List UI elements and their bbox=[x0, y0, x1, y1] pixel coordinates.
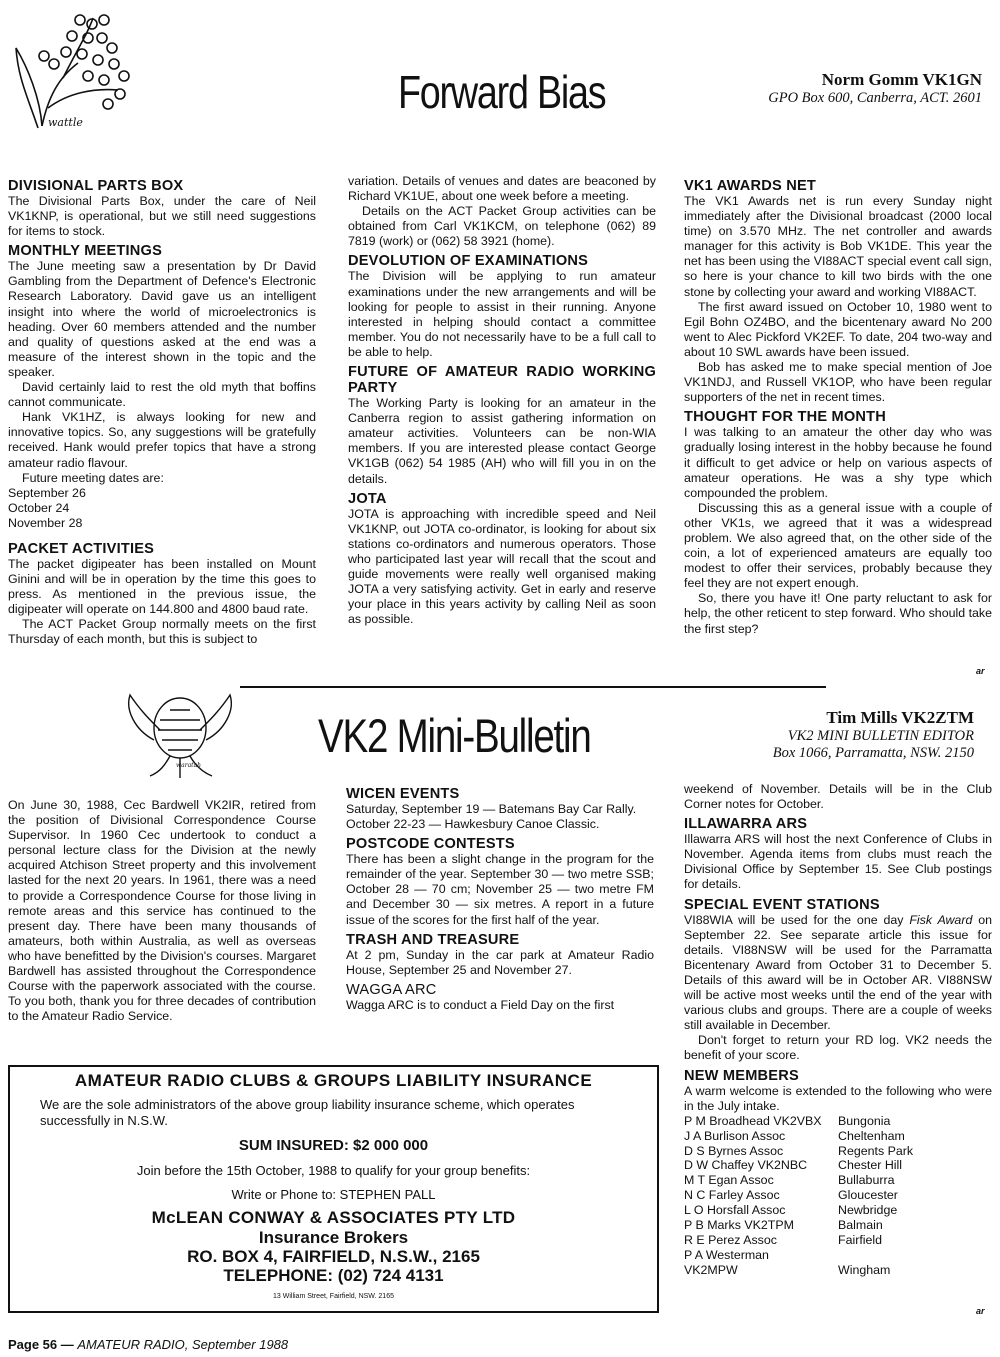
column-1 bbox=[8, 174, 316, 648]
paragraph: Don't forget to return your RD log. VK2 needs the benefit of your score. bbox=[684, 1033, 992, 1063]
author-address: Box 1066, Parramatta, NSW. 2150 bbox=[772, 745, 974, 761]
author-address: GPO Box 600, Canberra, ACT. 2601 bbox=[768, 90, 982, 106]
heading-trash-and-treasure: TRASH AND TREASURE bbox=[346, 931, 520, 948]
member-place: Bullaburra bbox=[838, 1173, 895, 1188]
members-list bbox=[684, 1114, 992, 1278]
publication-date: September 1988 bbox=[192, 1337, 289, 1352]
member-name: L O Horsfall Assoc bbox=[684, 1203, 786, 1218]
heading-illawarra-ars: ILLAWARRA ARS bbox=[684, 816, 808, 833]
paragraph bbox=[684, 913, 992, 1034]
ad-join: Join before the 15th October, 1988 to qualify for your group benefits: bbox=[136, 1163, 531, 1178]
member-name: N C Farley Assoc bbox=[684, 1188, 780, 1203]
member-place: Regents Park bbox=[838, 1143, 914, 1158]
member-place: Chester Hill bbox=[838, 1158, 903, 1173]
meeting-dates bbox=[8, 486, 316, 531]
author-block bbox=[654, 708, 974, 762]
paragraph: Saturday, September 19 — Batemans Bay Car Rally. bbox=[346, 802, 637, 816]
member-name: VK2MPW bbox=[684, 1262, 738, 1277]
paragraph: Future meeting dates are: bbox=[22, 470, 164, 485]
column-2 bbox=[346, 782, 654, 1013]
ar-end-mark: ar bbox=[976, 666, 985, 676]
author-block bbox=[662, 70, 982, 107]
member-place: Bungonia bbox=[838, 1113, 891, 1128]
paragraph: The June meeting saw a presentation by Dr David Gambling from the Department of Defence's Electronic Research Laboratory. David gave us an intelligent insight into where the world of microelectronics is heading. Over 60 members attended and the number and quality of questions asked at the end was a measure of the interest shown in the topic and the speaker. bbox=[8, 259, 316, 379]
ad-telephone: TELEPHONE: (02) 724 4131 bbox=[223, 1266, 444, 1285]
publication-name: AMATEUR RADIO, bbox=[77, 1337, 189, 1352]
section-divider bbox=[240, 686, 826, 688]
heading-devolution-of-examinations: DEVOLUTION OF EXAMINATIONS bbox=[348, 253, 589, 270]
paragraph: October 22-23 — Hawkesbury Canoe Classic. bbox=[346, 817, 600, 832]
paragraph: Discussing this as a general issue with a couple of other VK1s, we agreed that it was a widespread problem. We also agreed that, on the other side of the coin, a lot of experienced amateurs are equally too modest to offer their services, probably because they feel they are not expert enough. bbox=[684, 500, 992, 591]
column-1 bbox=[8, 798, 316, 1024]
paragraph: At 2 pm, Sunday in the car park at Amateur Radio House, September 25 and November 27. bbox=[346, 947, 654, 977]
paragraph: Illawarra ARS will host the next Conference of Clubs in November. Agenda items from clubs must reach the Divisional Office by September 15. See Club postings for details. bbox=[684, 832, 992, 892]
paragraph: David certainly laid to rest the old myth that boffins cannot communicate. bbox=[8, 380, 316, 410]
member-place bbox=[838, 1248, 992, 1263]
member-name: J A Burlison Assoc bbox=[684, 1128, 786, 1143]
member-place: Gloucester bbox=[838, 1188, 898, 1203]
paragraph: The VK1 Awards net is run every Sunday night immediately after the Divisional broadcast (2000 local time) on 3.570 MHz. The net controller and awards manager for this activity is Bob VK1DE. This year the net has been using the VI88ACT special event call sign, so here is your chance to kill two birds with the one stone by collecting your award and working VI88ACT. bbox=[684, 194, 992, 299]
paragraph: The Divisional Parts Box, under the care of Neil VK1KNP, is operational, but we still need suggestions for items to stock. bbox=[8, 194, 316, 239]
heading-jota: JOTA bbox=[348, 490, 387, 507]
paragraph: The packet digipeater has been installed on Mount Ginini and will be in operation by the time this goes to press. As mentioned in the previous issue, the digipeater will operate on 144.800 and 4800 baud rate. bbox=[8, 556, 316, 617]
list-item: November 28 bbox=[8, 515, 83, 530]
paragraph: Bob has asked me to make special mention of Joe VK1NDJ, and Russell VK1OP, who have been regular supporters of the net in recent times. bbox=[684, 360, 992, 405]
ad-company: McLEAN CONWAY & ASSOCIATES PTY LTD bbox=[151, 1208, 516, 1227]
heading-special-event-stations: SPECIAL EVENT STATIONS bbox=[684, 896, 880, 913]
member-name: R E Perez Assoc bbox=[684, 1232, 777, 1247]
column-3 bbox=[684, 174, 992, 637]
member-place: Cheltenham bbox=[838, 1128, 905, 1143]
heading-packet-activities: PACKET ACTIVITIES bbox=[8, 540, 155, 557]
paragraph: The ACT Packet Group normally meets on the first Thursday of each month, but this is subject to bbox=[8, 617, 316, 647]
paragraph: The first award issued on October 10, 1980 went to Egil Bohn OZ4BO, and the bicentenary award No 200 went to Alec Pickford VK2EF. To date, 204 two-way and about 10 SWL awards have been issued. bbox=[684, 299, 992, 359]
section-title: VK2 Mini-Bulletin bbox=[318, 709, 591, 762]
member-name: D W Chaffey VK2NBC bbox=[684, 1158, 808, 1173]
paragraph: The Working Party is looking for an amateur in the Canberra region to assist gathering information on amateur activities. Volunteers can be non-WIA members. If you are interested please contact George VK1GB (062) 54 1985 (AH) who will fill you in on the details. bbox=[348, 396, 656, 486]
list-item: September 26 bbox=[8, 485, 86, 500]
member-place: Balmain bbox=[838, 1218, 883, 1233]
page-footer bbox=[8, 1337, 288, 1352]
list-item: October 24 bbox=[8, 500, 70, 515]
ad-heading: AMATEUR RADIO CLUBS & GROUPS LIABILITY INSURANCE bbox=[74, 1071, 593, 1090]
page-number: Page 56 — bbox=[8, 1337, 74, 1352]
heading-wicen-events: WICEN EVENTS bbox=[346, 786, 460, 802]
ad-address: RO. BOX 4, FAIRFIELD, N.S.W., 2165 bbox=[187, 1247, 480, 1266]
logo-caption: wattle bbox=[48, 116, 83, 129]
ad-street-address: 13 William Street, Fairfield, NSW. 2165 bbox=[273, 1293, 394, 1300]
ar-end-mark: ar bbox=[976, 1306, 985, 1316]
text-run-italic: Fisk Award bbox=[909, 912, 973, 927]
member-name: P M Broadhead VK2VBX bbox=[684, 1113, 822, 1128]
paragraph: The Division will be applying to run amateur examinations under the new arrangements and will be looking for people to assist in their running. Anyone interested in helping should contact a committee member. You do not necessarily have to be a full call to be able to help. bbox=[348, 269, 656, 359]
heading-divisional-parts-box: DIVISIONAL PARTS BOX bbox=[8, 178, 184, 194]
paragraph: Hank VK1HZ, is always looking for new and innovative topics. So, any suggestions will be gratefully received. Hank would prefer topics that have a strong amateur radio flavour. bbox=[8, 410, 316, 470]
column-2 bbox=[348, 174, 656, 627]
ad-contact: Write or Phone to: STEPHEN PALL bbox=[231, 1187, 436, 1202]
text-run: VI88WIA will be used for the one day bbox=[684, 912, 910, 927]
member-place: Fairfield bbox=[838, 1232, 883, 1247]
paragraph: A warm welcome is extended to the following who were in the July intake. bbox=[684, 1083, 992, 1113]
heading-future-working-party: FUTURE OF AMATEUR RADIO WORKING PARTY bbox=[348, 364, 656, 397]
wattle-logo bbox=[8, 8, 138, 136]
insurance-advertisement bbox=[8, 1065, 659, 1313]
paragraph: Wagga ARC is to conduct a Field Day on the first bbox=[346, 997, 615, 1012]
heading-vk1-awards-net: VK1 AWARDS NET bbox=[684, 178, 816, 194]
paragraph: JOTA is approaching with incredible speed and Neil VK1KNP, out JOTA co-ordinator, is looking for about six stations co-ordinators and numerous operators. Those who participated last year will recall that the scout and guide movements were really well organised making JOTA a very satisfying activity. Get in early and reserve your place in this years activity by calling Neil as soon as possible. bbox=[348, 506, 656, 627]
ad-sum-insured: SUM INSURED: $2 000 000 bbox=[238, 1137, 429, 1154]
paragraph: So, there you have it! One party reluctant to ask for help, the other reticent to step forward. Who should take the first step? bbox=[684, 591, 992, 636]
heading-wagga-arc: WAGGA ARC bbox=[346, 981, 437, 998]
author-name: Tim Mills VK2ZTM bbox=[826, 708, 974, 727]
member-name: P A Westerman bbox=[684, 1247, 769, 1262]
member-place: Newbridge bbox=[838, 1203, 898, 1218]
paragraph: There has been a slight change in the program for the remainder of the year. September 30 — two metre SSB; October 28 — 70 cm; November 25 — two metre FM and December 30 — six metres. A report in a future issue of the scores for the first half of the year. bbox=[346, 852, 654, 927]
ad-text: We are the sole administrators of the above group liability insurance scheme, which operates successfully in N.S.W. bbox=[40, 1097, 575, 1128]
member-name: P B Marks VK2TPM bbox=[684, 1218, 794, 1233]
paragraph: Details on the ACT Packet Group activities can be obtained from Carl VK1KCM, on telephone (062) 89 7819 (work) or (062) 58 3921 (home). bbox=[348, 204, 656, 249]
author-role: VK2 MINI BULLETIN EDITOR bbox=[787, 728, 974, 744]
heading-monthly-meetings: MONTHLY MEETINGS bbox=[8, 243, 163, 260]
ad-brokers: Insurance Brokers bbox=[258, 1228, 409, 1247]
logo-caption: waratah bbox=[176, 762, 202, 769]
paragraph: weekend of November. Details will be in the Club Corner notes for October. bbox=[684, 782, 992, 812]
heading-thought-for-the-month: THOUGHT FOR THE MONTH bbox=[684, 409, 887, 426]
author-name: Norm Gomm VK1GN bbox=[821, 70, 982, 89]
text-run: on September 22. See separate article this issue for details. VI88NSW will be used for the Parramatta Bicentenary Award from October 31 to December 5. Details of this award will be in October AR. VI88NSW will be active most weeks until the end of the year with various clubs and groups. There are a couple of weeks still available in December. bbox=[684, 912, 992, 1033]
member-name: M T Egan Assoc bbox=[684, 1173, 774, 1188]
column-3 bbox=[684, 782, 992, 1278]
page-title: Forward Bias bbox=[398, 66, 606, 118]
member-name: D S Byrnes Assoc bbox=[684, 1143, 784, 1158]
waratah-logo bbox=[110, 690, 250, 780]
heading-postcode-contests: POSTCODE CONTESTS bbox=[346, 836, 515, 853]
paragraph: I was talking to an amateur the other day who was gradually losing interest in the hobby because he found it difficult to get advice or help on various aspects of amateur operations. He was a shy type which compounded the problem. bbox=[684, 425, 992, 500]
paragraph: On June 30, 1988, Cec Bardwell VK2IR, retired from the position of Divisional Correspondence Course Supervisor. In 1960 Cec undertook to conduct a personal lecture class for the Division at the newly acquired Atchison Street property and this involvement lasted for the next 20 years. In 1961, there was a need to provide a Correspondence Course for those living in remote areas and this service has continued to the present day. There have been many thousands of amateurs, both within Australia, as well as overseas who have benefitted by the Division's courses. Margaret Bardwell has assisted throughout the Correspondence Course with the paperwork associated with the course. To you both, thank you for three decades of contribution to the Amateur Radio Service. bbox=[8, 798, 316, 1024]
heading-new-members: NEW MEMBERS bbox=[684, 1067, 799, 1084]
member-place: Wingham bbox=[838, 1262, 891, 1277]
paragraph: variation. Details of venues and dates are beaconed by Richard VK1UE, about one week before a meeting. bbox=[348, 174, 656, 204]
